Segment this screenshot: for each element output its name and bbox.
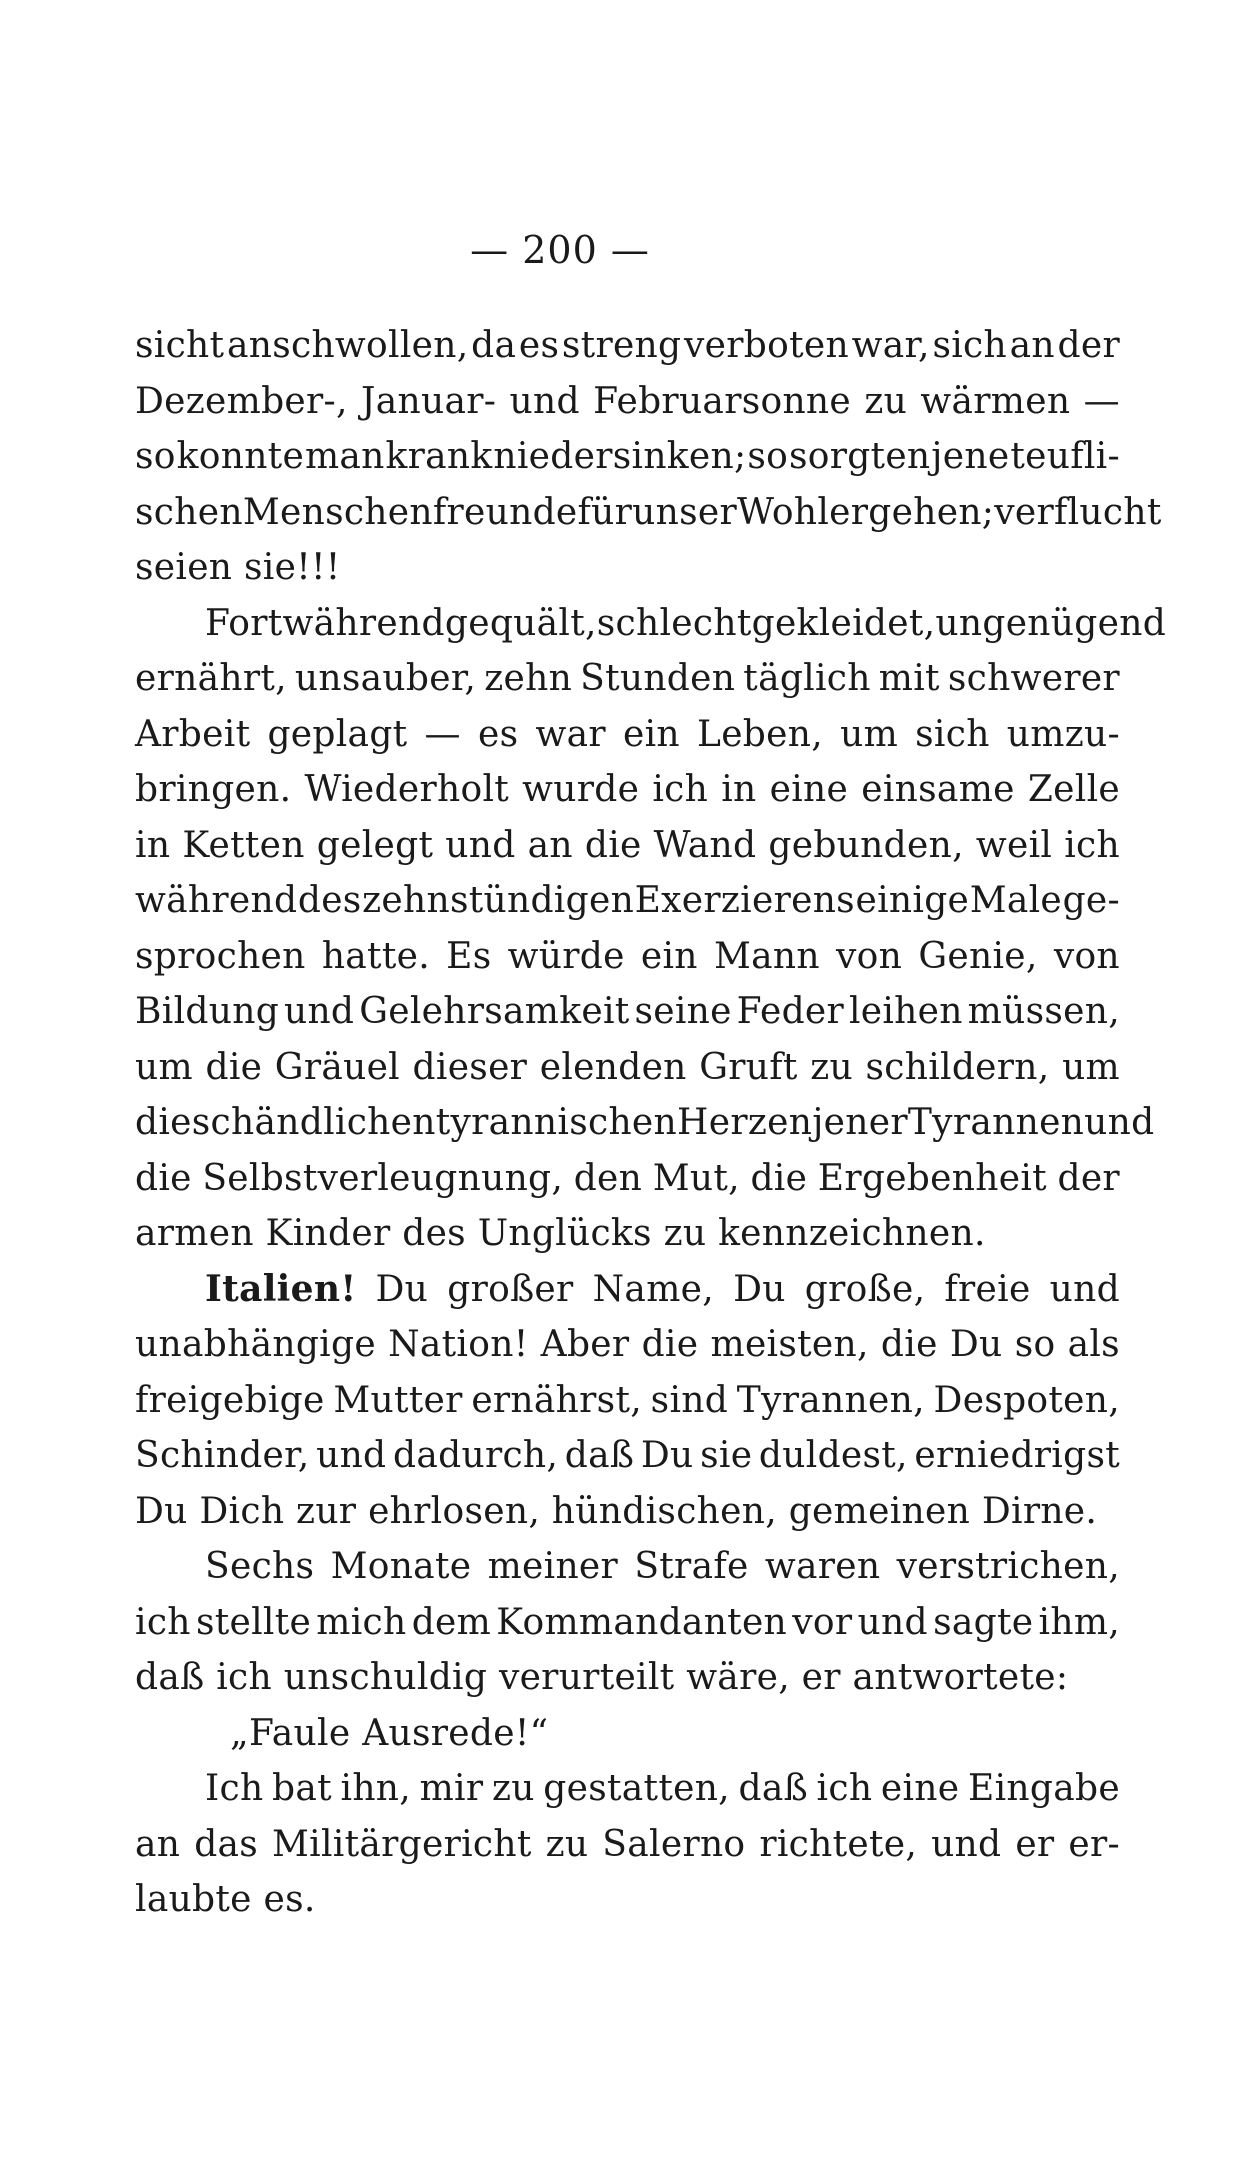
word: Strafe xyxy=(634,1546,749,1587)
word: ge- xyxy=(1062,880,1120,921)
text-line xyxy=(135,1484,1120,1540)
word: gelegt xyxy=(316,824,434,866)
word: leihen xyxy=(848,991,963,1032)
word: zu xyxy=(491,1768,535,1809)
word: vor xyxy=(792,1601,853,1643)
word: freigebige xyxy=(135,1379,325,1421)
word: sie xyxy=(700,1435,753,1476)
word: täglich xyxy=(743,658,871,699)
text-line xyxy=(135,1151,1120,1207)
word: Dezember-, xyxy=(135,380,348,422)
word: Aber xyxy=(540,1324,630,1365)
word: die xyxy=(135,1102,192,1143)
word: in xyxy=(721,769,757,810)
word: des xyxy=(297,880,362,921)
word: von xyxy=(1053,935,1120,977)
word: zehnstündigen xyxy=(362,880,635,921)
word: so xyxy=(1014,1324,1056,1365)
word: Eingabe xyxy=(967,1768,1120,1809)
word: ernährst, xyxy=(471,1379,642,1421)
word: und xyxy=(316,1435,387,1476)
word: streng xyxy=(561,325,682,366)
word: tyrannischen xyxy=(435,1102,678,1143)
word: gekleidet, xyxy=(751,602,936,644)
word: ich xyxy=(652,769,709,810)
word: Tyrannen, xyxy=(736,1379,925,1421)
text-line xyxy=(135,540,1120,596)
word: schildern, xyxy=(865,1046,1050,1088)
text-line xyxy=(135,1650,1120,1706)
word: gestatten, xyxy=(543,1768,730,1809)
body-text xyxy=(135,318,1167,1928)
word: Salerno xyxy=(602,1823,746,1865)
word: unser xyxy=(632,491,738,533)
word: dieser xyxy=(412,1046,528,1088)
word: Wohlergehen; xyxy=(737,491,995,533)
word: Schinder, xyxy=(135,1435,310,1476)
word: mir xyxy=(419,1768,484,1809)
word: während xyxy=(135,880,298,921)
word: der xyxy=(1057,1157,1120,1199)
word: hatte. xyxy=(321,935,430,977)
word: ich xyxy=(816,1768,873,1809)
word: Feder xyxy=(736,991,845,1032)
word: Exerzierens xyxy=(634,880,855,921)
word: die xyxy=(641,1324,699,1365)
word: duldest, xyxy=(758,1435,908,1476)
word: Stunden xyxy=(580,658,736,699)
word: zu xyxy=(864,380,908,422)
word: an xyxy=(135,1823,181,1865)
word: verboten xyxy=(684,325,849,366)
word: unsauber, xyxy=(294,658,477,699)
word: die xyxy=(135,1157,192,1199)
word: elenden xyxy=(539,1046,687,1088)
text-line xyxy=(135,1206,1120,1262)
word: und xyxy=(509,380,580,422)
word: gebunden, xyxy=(768,824,964,866)
text-line xyxy=(135,1428,1120,1484)
text-line xyxy=(135,1262,1120,1318)
word: es xyxy=(518,325,560,366)
text-line xyxy=(135,984,1120,1040)
word: freie xyxy=(944,1268,1031,1310)
word: ein xyxy=(640,935,698,977)
word: Nation! xyxy=(388,1324,529,1365)
word: schlecht xyxy=(596,602,752,644)
text-line xyxy=(135,707,1120,763)
word: Fortwährend xyxy=(205,602,445,644)
word: ihm, xyxy=(1038,1601,1120,1643)
word: bat xyxy=(272,1768,332,1809)
word: verstrichen, xyxy=(896,1546,1120,1587)
text-line xyxy=(135,374,1120,430)
word: meisten, xyxy=(710,1324,869,1365)
text-line xyxy=(135,1095,1155,1151)
word: er xyxy=(1015,1823,1055,1865)
text-line xyxy=(135,1706,1120,1762)
word: sich xyxy=(932,325,1007,366)
word: Gruft xyxy=(699,1046,798,1088)
text-line xyxy=(135,1872,1120,1928)
word: daß xyxy=(738,1768,808,1809)
word: es xyxy=(477,713,519,755)
line-text: laubte es. xyxy=(135,1879,316,1920)
word: um xyxy=(135,1046,193,1088)
word: für xyxy=(577,491,633,533)
word: wurde xyxy=(522,769,640,810)
word: ungenügend xyxy=(935,602,1167,644)
word: die xyxy=(584,824,642,866)
word: richtete, xyxy=(759,1823,918,1865)
word: die xyxy=(750,1157,808,1199)
word: an xyxy=(1009,325,1055,366)
word: eine xyxy=(880,1768,960,1809)
word: Selbstverleugnung, xyxy=(202,1157,564,1199)
word: Du xyxy=(733,1268,786,1310)
word: man xyxy=(304,436,385,477)
word: müssen, xyxy=(967,991,1120,1032)
word: einsame xyxy=(861,769,1015,810)
word: da xyxy=(471,325,517,366)
word: Male xyxy=(969,880,1063,921)
word: ernährt, xyxy=(135,658,287,699)
word: schwerer xyxy=(947,658,1120,699)
word: schändlichen xyxy=(191,1102,436,1143)
word: sorgten xyxy=(788,436,931,477)
word: unabhängige xyxy=(135,1324,376,1365)
word: als xyxy=(1067,1324,1120,1365)
word: Herzen xyxy=(677,1102,813,1143)
word: wärmen xyxy=(920,380,1071,422)
word: Bildung xyxy=(135,991,280,1032)
word: konnte xyxy=(176,436,305,477)
word: jener xyxy=(812,1102,908,1143)
line-text: Du Dich zur ehrlosen, hündischen, gemeinen Dirne. xyxy=(135,1490,1098,1532)
word: das xyxy=(194,1823,259,1865)
word: und xyxy=(445,824,516,866)
word: seine xyxy=(634,991,732,1032)
word: so xyxy=(747,436,789,477)
word: Despoten, xyxy=(933,1379,1120,1421)
word: anschwollen, xyxy=(226,325,469,366)
word: er- xyxy=(1068,1823,1120,1865)
word: Tyrannen xyxy=(907,1102,1085,1143)
word: von xyxy=(836,935,903,977)
text-line xyxy=(135,651,1120,707)
word: großer xyxy=(447,1268,574,1310)
word: an xyxy=(527,824,573,866)
word: ein xyxy=(622,713,680,755)
word: zehn xyxy=(484,658,573,699)
word: so xyxy=(135,436,176,477)
word: Ich xyxy=(205,1768,264,1809)
text-line xyxy=(135,1595,1120,1651)
word: in xyxy=(135,824,171,866)
word: Januar- xyxy=(361,380,497,422)
text-line xyxy=(135,818,1120,874)
word: dadurch, xyxy=(393,1435,559,1476)
word: stellte xyxy=(195,1601,312,1643)
text-line xyxy=(135,1317,1120,1373)
word: waren xyxy=(764,1546,881,1587)
word: Monate xyxy=(330,1546,472,1587)
text-line xyxy=(135,485,1162,541)
word: jene xyxy=(931,436,1010,477)
word: Italien! xyxy=(205,1267,357,1310)
text-line xyxy=(135,596,1167,652)
text-line xyxy=(135,1373,1120,1429)
word: schen xyxy=(135,491,243,533)
line-text: seien sie!!! xyxy=(135,547,341,588)
word: Es xyxy=(446,935,492,977)
word: Leben, xyxy=(696,713,823,755)
word: Militärgericht xyxy=(272,1823,532,1865)
word: Gräuel xyxy=(274,1046,400,1088)
word: bringen. xyxy=(135,769,292,810)
word: Wand xyxy=(653,824,757,866)
word: Zelle xyxy=(1027,769,1120,810)
word: ich xyxy=(1064,824,1120,866)
word: weil xyxy=(975,824,1053,866)
word: — xyxy=(424,713,461,755)
word: Menschenfreunde xyxy=(242,491,578,533)
text-line xyxy=(135,1817,1120,1873)
word: zu xyxy=(810,1046,853,1088)
word: sicht xyxy=(135,325,225,366)
word: Mutter xyxy=(333,1379,463,1421)
word: und xyxy=(1049,1268,1120,1310)
word: und xyxy=(857,1601,928,1643)
word: die xyxy=(205,1046,263,1088)
word: krank xyxy=(385,436,493,477)
word: Sechs xyxy=(205,1546,315,1587)
word: und xyxy=(931,1823,1002,1865)
word: Name, xyxy=(592,1268,714,1310)
text-line xyxy=(135,318,1120,374)
text-line xyxy=(135,1040,1120,1096)
word: würde xyxy=(507,935,625,977)
word: dem xyxy=(411,1601,492,1643)
word: Mut, xyxy=(652,1157,740,1199)
word: sich xyxy=(915,713,990,755)
word: der xyxy=(1057,325,1120,366)
word: mit xyxy=(878,658,940,699)
word: umzu- xyxy=(1006,713,1120,755)
text-line xyxy=(135,762,1120,818)
word: Februarsonne xyxy=(593,380,852,422)
word: einige xyxy=(855,880,970,921)
word: Kommandanten xyxy=(496,1601,788,1643)
word: erniedrigst xyxy=(914,1435,1120,1476)
word: gequält, xyxy=(444,602,597,644)
word: mich xyxy=(316,1601,407,1643)
word: die xyxy=(880,1324,938,1365)
word: um xyxy=(840,713,899,755)
line-text: „Faule Ausrede!“ xyxy=(230,1712,549,1754)
word: Mann xyxy=(713,935,820,977)
word: Arbeit xyxy=(135,713,251,755)
word: Ergebenheit xyxy=(817,1157,1047,1199)
word: sprochen xyxy=(135,935,306,977)
word: teufli- xyxy=(1010,436,1120,477)
word: und xyxy=(1084,1102,1155,1143)
word: geplagt xyxy=(267,713,408,755)
word: große, xyxy=(804,1268,926,1310)
word: eine xyxy=(769,769,849,810)
word: ich xyxy=(135,1601,191,1643)
word: — xyxy=(1083,380,1120,422)
word: ihn, xyxy=(340,1768,412,1809)
word: sagte xyxy=(933,1601,1034,1643)
word: Genie, xyxy=(918,935,1038,977)
word: Du xyxy=(949,1324,1003,1365)
word: den xyxy=(573,1157,643,1199)
word: Wiederholt xyxy=(304,769,510,810)
word: Du xyxy=(375,1268,429,1310)
word: um xyxy=(1062,1046,1120,1088)
word: daß xyxy=(564,1435,635,1476)
line-text: daß ich unschuldig verurteilt wäre, er antwortete: xyxy=(135,1657,1069,1698)
page-number: — 200 — xyxy=(470,228,650,272)
word: Ketten xyxy=(182,824,305,866)
word: niedersinken; xyxy=(493,436,747,477)
word: verflucht xyxy=(994,491,1162,533)
text-line xyxy=(135,1761,1120,1817)
word: war xyxy=(535,713,606,755)
word: sind xyxy=(650,1379,729,1421)
word: und xyxy=(283,991,355,1032)
word: war, xyxy=(851,325,930,366)
word: Du xyxy=(640,1435,694,1476)
line-text: armen Kinder des Unglücks zu kennzeichnen. xyxy=(135,1213,986,1254)
text-line xyxy=(135,1539,1120,1595)
word: zu xyxy=(545,1823,589,1865)
word: meiner xyxy=(487,1546,619,1587)
text-line xyxy=(135,929,1120,985)
word: Gelehrsamkeit xyxy=(359,991,630,1032)
text-line xyxy=(135,429,1120,485)
text-line xyxy=(135,873,1120,929)
